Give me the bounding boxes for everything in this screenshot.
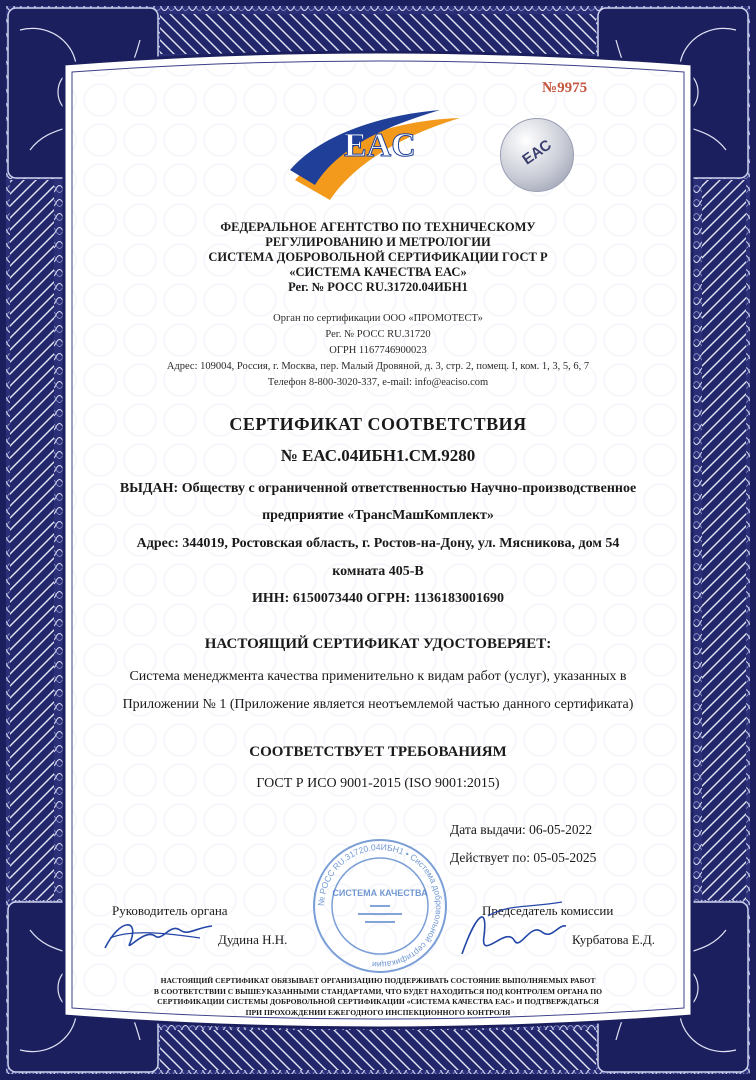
- requirements-heading: СООТВЕТСТВУЕТ ТРЕБОВАНИЯМ: [249, 744, 507, 760]
- attests-heading: НАСТОЯЩИЙ СЕРТИФИКАТ УДОСТОВЕРЯЕТ:: [204, 636, 552, 652]
- issued-to-line-2: предприятие «ТрансМашКомплект»: [262, 508, 494, 523]
- agency-reg-number: Рег. № РОСС RU.31720.04ИБН1: [288, 280, 468, 294]
- cert-body-contacts: Телефон 8-800-3020-337, e-mail: info@eaciso.com: [267, 377, 489, 388]
- footer-line-2: В СООТВЕТСТВИИ С ВЫШЕУКАЗАННЫМИ СТАНДАРТАМИ, ЧТО БУДЕТ НАХОДИТЬСЯ ПОД КОНТРОЛЕМ ОРГАНА ПО: [153, 986, 603, 996]
- agency-line-3: СИСТЕМА ДОБРОВОЛЬНОЙ СЕРТИФИКАЦИИ ГОСТ Р: [208, 250, 548, 264]
- stamp-inner-text: СИСТЕМА КАЧЕСТВА: [332, 888, 428, 898]
- right-signatory-name: Курбатова Е.Д.: [572, 932, 656, 947]
- left-signatory-title: Руководитель органа: [112, 903, 228, 918]
- issued-address-line-2: комната 405-В: [332, 564, 424, 579]
- left-signatory-name: Дудина Н.Н.: [218, 932, 288, 947]
- agency-line-4: «СИСТЕМА КАЧЕСТВА ЕАС»: [289, 265, 467, 279]
- attests-text-line-1: Система менеджмента качества применительно к видам работ (услуг), указанных в: [129, 669, 627, 684]
- standard: ГОСТ Р ИСО 9001-2015 (ISO 9001:2015): [256, 776, 500, 791]
- valid-until-date: Действует по: 05-05-2025: [450, 850, 597, 865]
- agency-line-2: РЕГУЛИРОВАНИЮ И МЕТРОЛОГИИ: [265, 235, 491, 249]
- hologram-badge-text: ЕАС: [519, 136, 555, 169]
- right-signatory-title: Председатель комиссии: [482, 903, 614, 918]
- cert-body-name: Орган по сертификации ООО «ПРОМОТЕСТ»: [273, 313, 483, 324]
- issued-ids: ИНН: 6150073440 ОГРН: 1136183001690: [252, 591, 504, 606]
- footer-line-4: ПРИ ПРОХОЖДЕНИИ ЕЖЕГОДНОГО ИНСПЕКЦИОННОГО КОНТРОЛЯ: [245, 1007, 511, 1017]
- cert-body-address: Адрес: 109004, Россия, г. Москва, пер. Малый Дровяной, д. 3, стр. 2, помещ. I, ком. 1, 3, 5, 6, 7: [166, 361, 590, 372]
- certificate-title: СЕРТИФИКАТ СООТВЕТСТВИЯ: [229, 414, 527, 434]
- stamp-outer-text: № РОСС RU.31720.04ИБН1 • Система добровольной сертификации: [315, 841, 445, 971]
- serial-number: №9975: [542, 80, 588, 96]
- certificate-number: № ЕАС.04ИБН1.СМ.9280: [280, 446, 476, 465]
- issue-date: Дата выдачи: 06-05-2022: [450, 822, 593, 837]
- attests-text-line-2: Приложении № 1 (Приложение является неотъемлемой частью данного сертификата): [122, 697, 634, 712]
- issued-to-line-1: ВЫДАН: Обществу с ограниченной ответственностью Научно-производственное: [119, 481, 637, 496]
- cert-body-ogrn: ОГРН 1167746900023: [329, 345, 427, 356]
- left-signature: [100, 908, 215, 958]
- eac-logo-text: EAC: [344, 127, 416, 164]
- issued-address-line-1: Адрес: 344019, Ростовская область, г. Ростов-на-Дону, ул. Мясникова, дом 54: [136, 536, 620, 551]
- footer-line-1: НАСТОЯЩИЙ СЕРТИФИКАТ ОБЯЗЫВАЕТ ОРГАНИЗАЦИЮ ПОДДЕРЖИВАТЬ СОСТОЯНИЕ ВЫПОЛНЯЕМЫХ РАБОТ: [160, 976, 596, 985]
- footer-line-3: СЕРТИФИКАЦИИ СИСТЕМЫ ДОБРОВОЛЬНОЙ СЕРТИФИКАЦИИ «СИСТЕМА КАЧЕСТВА ЕАС» И ПОДТВЕРЖДАТЬСЯ: [157, 997, 599, 1006]
- agency-line-1: ФЕДЕРАЛЬНОЕ АГЕНТСТВО ПО ТЕХНИЧЕСКОМУ: [220, 220, 536, 234]
- official-stamp: [310, 836, 450, 976]
- right-signature: [458, 896, 570, 970]
- cert-body-reg: Рег. № РОСС RU.31720: [325, 329, 431, 340]
